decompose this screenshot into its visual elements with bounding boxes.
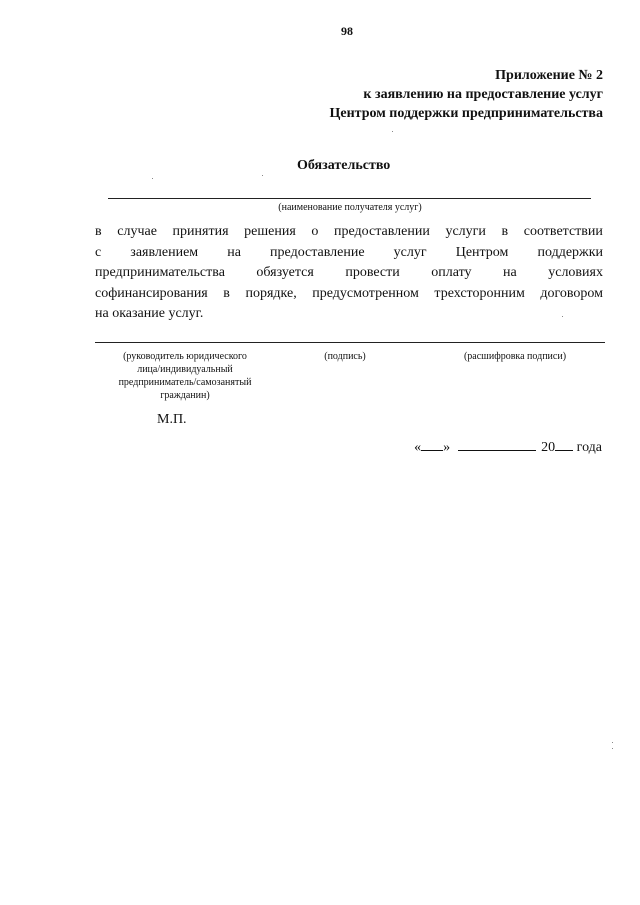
word: на оказание услуг.	[95, 306, 204, 321]
word: предпринимательства	[95, 265, 225, 280]
month-blank	[458, 437, 536, 451]
caption-line: (руководитель юридического	[123, 351, 247, 362]
word: предоставлении	[334, 224, 430, 239]
word: трехсторонним	[434, 285, 525, 301]
scan-speck	[562, 316, 563, 317]
word: предусмотренном	[312, 285, 419, 301]
scan-speck	[612, 742, 613, 743]
day-blank	[421, 437, 443, 451]
word: о	[311, 224, 319, 239]
scan-speck	[392, 131, 393, 132]
document-title: Обязательство	[297, 158, 391, 173]
appendix-number: Приложение № 2	[495, 68, 603, 83]
word: предоставление	[270, 244, 365, 260]
word: обязуется	[256, 265, 314, 280]
caption-line: гражданин)	[160, 390, 210, 401]
word: на	[227, 244, 241, 260]
recipient-name-line	[108, 198, 591, 199]
word: соответствии	[523, 224, 603, 239]
year-blank	[555, 437, 573, 451]
recipient-caption: (наименование получателя услуг)	[278, 202, 422, 213]
appendix-header	[330, 66, 603, 123]
word: случае	[117, 224, 157, 239]
word: оплату	[431, 265, 472, 280]
scan-speck	[262, 175, 263, 176]
word: с	[95, 244, 102, 260]
scan-speck	[612, 748, 613, 749]
word: условиях	[548, 265, 603, 280]
appendix-organization: Центром поддержки предпринимательства	[329, 106, 603, 121]
text-line	[95, 243, 603, 264]
word: на	[503, 265, 517, 280]
signer-role-caption	[95, 350, 275, 402]
stamp-placeholder: М.П.	[157, 412, 187, 427]
word: договором	[540, 285, 603, 301]
year-prefix: 20	[541, 440, 556, 455]
open-quote: «	[414, 440, 422, 455]
word: услуг	[393, 244, 427, 260]
word: принятия	[172, 224, 229, 239]
page-number: 98	[341, 24, 353, 38]
caption-line: лица/индивидуальный	[137, 364, 233, 375]
appendix-reference: к заявлению на предоставление услуг	[363, 87, 603, 102]
word: провести	[345, 265, 400, 280]
word: порядке,	[245, 285, 297, 301]
text-line	[95, 304, 603, 325]
text-line	[95, 263, 603, 284]
signature-caption: (подпись)	[324, 351, 366, 362]
signature-line	[95, 342, 605, 343]
word: заявлением	[130, 244, 199, 260]
caption-line: предприниматель/самозанятый	[118, 377, 252, 388]
text-line	[95, 284, 603, 305]
word: в	[95, 224, 102, 239]
signature-decoding-caption: (расшифровка подписи)	[463, 351, 567, 362]
text-line	[95, 222, 603, 243]
year-word: года	[576, 440, 602, 455]
word: софинансирования	[95, 285, 208, 301]
word: Центром	[455, 244, 509, 260]
close-quote: »	[443, 440, 451, 455]
word: поддержки	[537, 244, 603, 260]
date-field	[414, 437, 602, 456]
word: в	[501, 224, 509, 239]
word: решения	[244, 224, 296, 239]
word: услуги	[445, 224, 486, 239]
word: в	[223, 285, 230, 301]
obligation-text	[95, 222, 603, 325]
scan-speck	[152, 178, 153, 179]
